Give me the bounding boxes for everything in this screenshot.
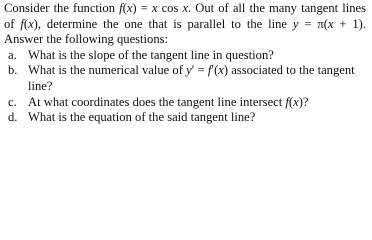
text-run: ( [288,94,294,109]
text-run: cos [157,1,183,15]
question-item [8,95,366,111]
math-var: y [292,16,299,31]
math-var: f [207,63,212,78]
question-item [8,110,366,126]
text-run: ′ = [191,63,208,78]
text-run: )? [298,94,309,109]
text-run: ( [122,1,127,15]
math-var: x [293,94,299,109]
text-run: ′( [211,63,219,78]
math-var: x [327,16,334,31]
math-var: x [126,1,133,15]
math-var: f [285,94,289,109]
question-marker: a. [8,47,17,62]
question-list [4,48,366,126]
math-var: x [218,63,224,78]
math-var: y [186,63,192,78]
math-var: x [28,16,34,31]
text-run: . Out of all the many tangent lines of [4,1,370,31]
question-marker: b. [8,63,18,78]
text-run: + 1). Answer the following questions: [4,16,370,47]
math-var: x [151,1,158,15]
text-run: = π( [298,16,328,31]
text-run: ) = [132,1,152,15]
question-marker: c. [8,94,17,109]
math-var: x [182,1,189,15]
problem-statement [4,1,370,126]
text-run: At what coordinates does the tangent line intersect [28,94,286,109]
text-run: ( [23,16,29,31]
problem-intro [4,1,370,48]
question-item [8,48,366,64]
text-run: What is the equation of the said tangent line? [28,110,256,125]
text-run: Consider the function [4,1,120,15]
math-var: f [119,1,123,15]
text-run: What is the slope of the tangent line in question? [28,47,274,62]
question-item [8,63,366,94]
text-run: ), determine the one that is parallel to the line [33,16,293,31]
question-marker: d. [8,110,18,125]
text-run: ) associated to the tangent line? [28,63,355,93]
math-var: f [20,16,24,31]
text-run: What is the numerical value of [28,63,187,78]
